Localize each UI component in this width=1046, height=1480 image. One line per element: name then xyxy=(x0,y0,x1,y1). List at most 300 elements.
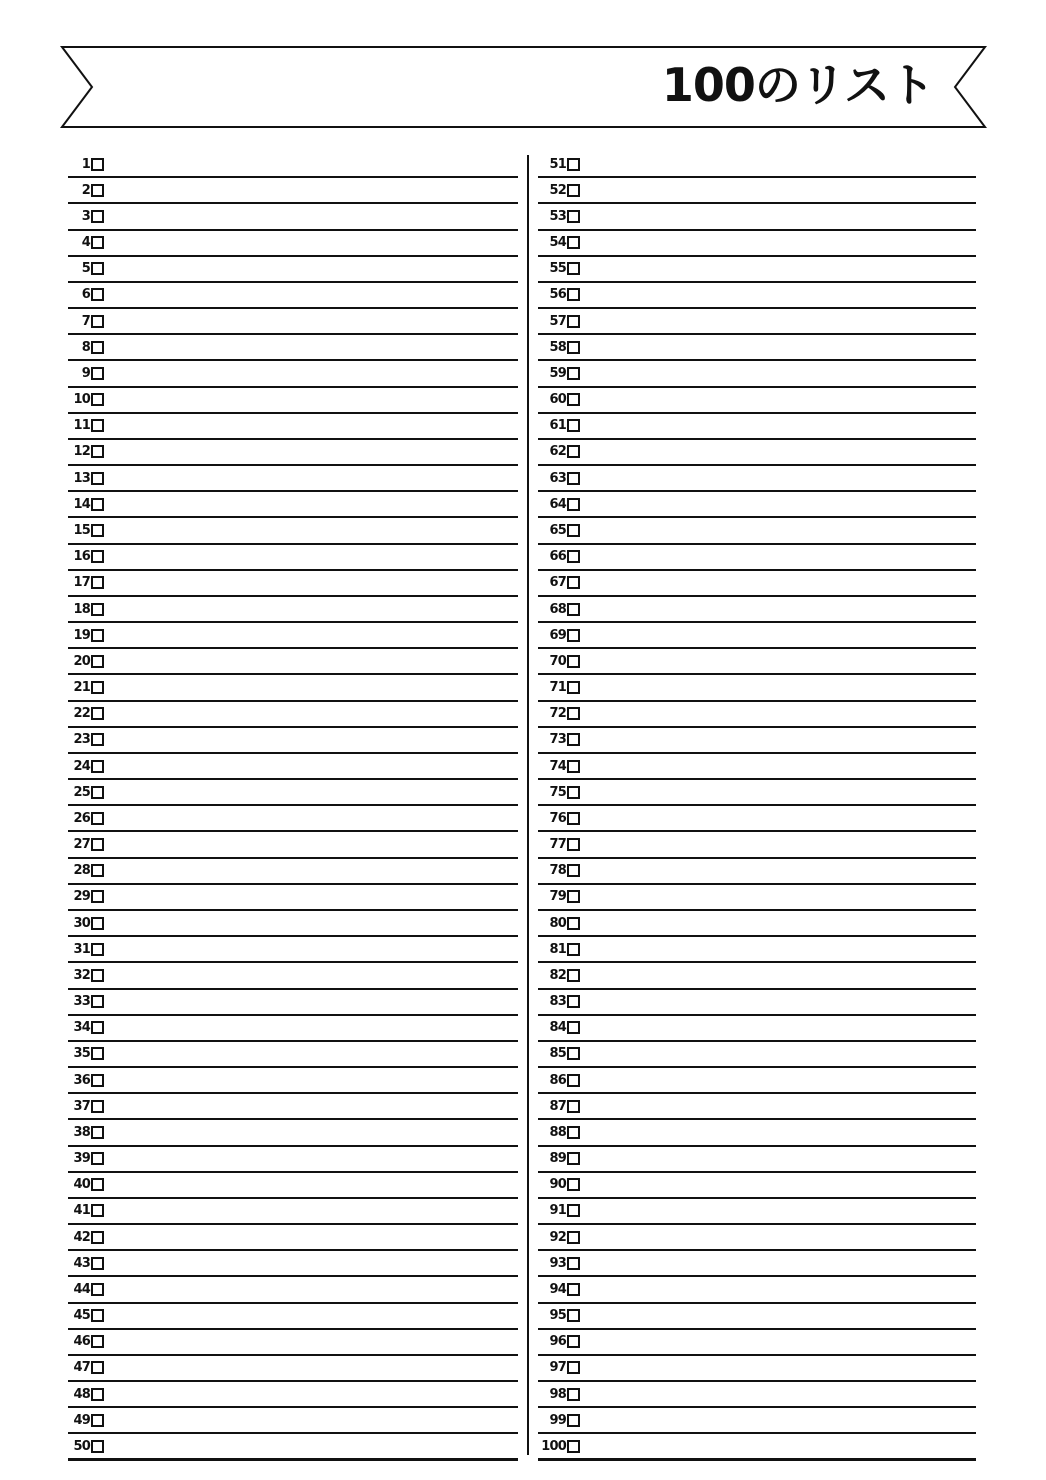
item-checkbox[interactable] xyxy=(567,1021,580,1034)
list-item xyxy=(68,702,518,728)
item-checkbox[interactable] xyxy=(567,1204,580,1217)
item-number: 99 xyxy=(549,1412,566,1428)
item-number: 47 xyxy=(73,1360,90,1376)
item-number: 87 xyxy=(549,1098,566,1114)
list-item xyxy=(68,152,518,178)
item-checkbox[interactable] xyxy=(567,236,580,249)
item-number: 24 xyxy=(73,758,90,774)
item-number: 54 xyxy=(549,235,566,251)
item-checkbox[interactable] xyxy=(567,917,580,930)
item-checkbox[interactable] xyxy=(91,472,104,485)
item-checkbox[interactable] xyxy=(91,1204,104,1217)
list-item xyxy=(68,257,518,283)
item-number: 50 xyxy=(73,1438,90,1454)
item-number: 59 xyxy=(549,365,566,381)
list-item xyxy=(538,309,976,335)
item-checkbox[interactable] xyxy=(567,1178,580,1191)
item-number: 6 xyxy=(81,287,90,303)
list-item xyxy=(538,990,976,1016)
list-item xyxy=(538,728,976,754)
item-checkbox[interactable] xyxy=(91,550,104,563)
item-number: 78 xyxy=(549,863,566,879)
item-number: 36 xyxy=(73,1072,90,1088)
list-item xyxy=(68,963,518,989)
item-number: 23 xyxy=(73,732,90,748)
item-number: 31 xyxy=(73,941,90,957)
item-checkbox[interactable] xyxy=(91,681,104,694)
list-item xyxy=(68,1173,518,1199)
item-number: 42 xyxy=(73,1229,90,1245)
item-number: 28 xyxy=(73,863,90,879)
item-number: 8 xyxy=(81,339,90,355)
item-checkbox[interactable] xyxy=(91,367,104,380)
item-number: 100 xyxy=(541,1438,566,1454)
item-checkbox[interactable] xyxy=(91,707,104,720)
item-checkbox[interactable] xyxy=(567,1414,580,1427)
item-checkbox[interactable] xyxy=(91,655,104,668)
item-number: 40 xyxy=(73,1177,90,1193)
right-list xyxy=(538,152,976,1461)
list-item xyxy=(68,1016,518,1042)
list-item xyxy=(68,1277,518,1303)
item-number: 18 xyxy=(73,601,90,617)
item-checkbox[interactable] xyxy=(91,1283,104,1296)
item-number: 44 xyxy=(73,1281,90,1297)
list-item xyxy=(538,597,976,623)
item-checkbox[interactable] xyxy=(91,288,104,301)
item-checkbox[interactable] xyxy=(567,1152,580,1165)
item-number: 89 xyxy=(549,1151,566,1167)
list-item xyxy=(538,283,976,309)
list-item xyxy=(68,1251,518,1277)
item-number: 68 xyxy=(549,601,566,617)
item-number: 21 xyxy=(73,680,90,696)
list-item xyxy=(538,1251,976,1277)
item-number: 97 xyxy=(549,1360,566,1376)
item-number: 11 xyxy=(73,418,90,434)
item-checkbox[interactable] xyxy=(567,838,580,851)
item-number: 7 xyxy=(81,313,90,329)
item-number: 51 xyxy=(549,156,566,172)
list-item xyxy=(538,1120,976,1146)
item-number: 10 xyxy=(73,392,90,408)
list-item xyxy=(538,1199,976,1225)
list-item xyxy=(538,518,976,544)
item-number: 95 xyxy=(549,1308,566,1324)
item-number: 67 xyxy=(549,575,566,591)
item-checkbox[interactable] xyxy=(567,315,580,328)
list-item xyxy=(68,571,518,597)
item-checkbox[interactable] xyxy=(91,210,104,223)
list-item xyxy=(538,1304,976,1330)
list-item xyxy=(68,728,518,754)
list-item xyxy=(68,492,518,518)
item-checkbox[interactable] xyxy=(91,498,104,511)
item-checkbox[interactable] xyxy=(567,1126,580,1139)
item-checkbox[interactable] xyxy=(91,864,104,877)
item-checkbox[interactable] xyxy=(91,445,104,458)
item-number: 16 xyxy=(73,549,90,565)
item-number: 96 xyxy=(549,1334,566,1350)
list-item xyxy=(68,545,518,571)
item-checkbox[interactable] xyxy=(567,367,580,380)
item-number: 90 xyxy=(549,1177,566,1193)
item-number: 56 xyxy=(549,287,566,303)
item-number: 49 xyxy=(73,1412,90,1428)
page-title: 100のリスト xyxy=(661,58,934,112)
item-checkbox[interactable] xyxy=(91,1021,104,1034)
item-checkbox[interactable] xyxy=(567,890,580,903)
item-checkbox[interactable] xyxy=(567,655,580,668)
item-checkbox[interactable] xyxy=(567,576,580,589)
item-checkbox[interactable] xyxy=(567,1309,580,1322)
list-item xyxy=(68,518,518,544)
list-item xyxy=(538,702,976,728)
list-item xyxy=(68,1120,518,1146)
item-number: 64 xyxy=(549,496,566,512)
list-item xyxy=(538,1408,976,1434)
list-item xyxy=(538,1094,976,1120)
list-item xyxy=(68,806,518,832)
item-number: 94 xyxy=(549,1281,566,1297)
item-number: 2 xyxy=(81,182,90,198)
item-number: 72 xyxy=(549,706,566,722)
item-number: 60 xyxy=(549,392,566,408)
item-checkbox[interactable] xyxy=(567,184,580,197)
item-checkbox[interactable] xyxy=(567,1335,580,1348)
list-item xyxy=(538,1277,976,1303)
item-checkbox[interactable] xyxy=(91,1440,104,1453)
item-number: 57 xyxy=(549,313,566,329)
item-checkbox[interactable] xyxy=(91,419,104,432)
item-checkbox[interactable] xyxy=(567,158,580,171)
list-item xyxy=(68,204,518,230)
item-checkbox[interactable] xyxy=(91,1047,104,1060)
item-checkbox[interactable] xyxy=(91,603,104,616)
column-divider xyxy=(527,155,529,1455)
item-checkbox[interactable] xyxy=(567,733,580,746)
list-item xyxy=(538,754,976,780)
item-checkbox[interactable] xyxy=(567,1231,580,1244)
item-checkbox[interactable] xyxy=(91,890,104,903)
item-number: 77 xyxy=(549,837,566,853)
item-number: 65 xyxy=(549,522,566,538)
item-checkbox[interactable] xyxy=(567,210,580,223)
list-item xyxy=(68,1408,518,1434)
item-number: 79 xyxy=(549,889,566,905)
item-number: 85 xyxy=(549,1046,566,1062)
list-item xyxy=(538,152,976,178)
list-item xyxy=(68,885,518,911)
item-checkbox[interactable] xyxy=(567,341,580,354)
list-item xyxy=(538,361,976,387)
list-item xyxy=(68,1225,518,1251)
item-checkbox[interactable] xyxy=(567,864,580,877)
item-number: 19 xyxy=(73,627,90,643)
item-number: 58 xyxy=(549,339,566,355)
item-number: 39 xyxy=(73,1151,90,1167)
item-checkbox[interactable] xyxy=(91,158,104,171)
list-item xyxy=(538,1173,976,1199)
list-item xyxy=(68,937,518,963)
item-checkbox[interactable] xyxy=(91,262,104,275)
list-item xyxy=(538,466,976,492)
list-item xyxy=(68,623,518,649)
item-number: 70 xyxy=(549,653,566,669)
item-checkbox[interactable] xyxy=(91,393,104,406)
list-item xyxy=(68,440,518,466)
item-number: 83 xyxy=(549,994,566,1010)
item-number: 34 xyxy=(73,1020,90,1036)
item-checkbox[interactable] xyxy=(91,995,104,1008)
item-checkbox[interactable] xyxy=(91,917,104,930)
list-item xyxy=(68,780,518,806)
item-number: 20 xyxy=(73,653,90,669)
list-item xyxy=(68,990,518,1016)
list-item xyxy=(538,832,976,858)
item-number: 43 xyxy=(73,1255,90,1271)
list-item xyxy=(538,911,976,937)
item-checkbox[interactable] xyxy=(91,1257,104,1270)
item-number: 30 xyxy=(73,915,90,931)
item-number: 52 xyxy=(549,182,566,198)
list-item xyxy=(68,1356,518,1382)
list-item xyxy=(538,1068,976,1094)
item-number: 81 xyxy=(549,941,566,957)
item-number: 27 xyxy=(73,837,90,853)
item-number: 76 xyxy=(549,810,566,826)
item-number: 15 xyxy=(73,522,90,538)
item-checkbox[interactable] xyxy=(567,969,580,982)
item-number: 61 xyxy=(549,418,566,434)
item-checkbox[interactable] xyxy=(91,341,104,354)
item-checkbox[interactable] xyxy=(91,812,104,825)
title-banner xyxy=(0,0,1046,140)
item-number: 32 xyxy=(73,967,90,983)
item-checkbox[interactable] xyxy=(567,760,580,773)
item-number: 82 xyxy=(549,967,566,983)
item-checkbox[interactable] xyxy=(567,629,580,642)
list-item xyxy=(68,1094,518,1120)
item-number: 66 xyxy=(549,549,566,565)
list-item xyxy=(68,414,518,440)
item-checkbox[interactable] xyxy=(91,576,104,589)
item-checkbox[interactable] xyxy=(567,786,580,799)
list-item xyxy=(538,937,976,963)
list-item xyxy=(538,571,976,597)
item-number: 46 xyxy=(73,1334,90,1350)
item-number: 75 xyxy=(549,784,566,800)
list-item xyxy=(68,1199,518,1225)
list-item xyxy=(68,1042,518,1068)
item-checkbox[interactable] xyxy=(91,1309,104,1322)
item-number: 4 xyxy=(81,235,90,251)
list-item xyxy=(538,885,976,911)
list-item xyxy=(538,1042,976,1068)
item-number: 69 xyxy=(549,627,566,643)
list-item xyxy=(538,1382,976,1408)
item-number: 45 xyxy=(73,1308,90,1324)
list-item xyxy=(538,204,976,230)
item-number: 93 xyxy=(549,1255,566,1271)
item-checkbox[interactable] xyxy=(91,236,104,249)
list-item xyxy=(68,361,518,387)
item-checkbox[interactable] xyxy=(91,1100,104,1113)
item-number: 33 xyxy=(73,994,90,1010)
item-checkbox[interactable] xyxy=(567,995,580,1008)
list-item xyxy=(68,309,518,335)
item-number: 71 xyxy=(549,680,566,696)
item-checkbox[interactable] xyxy=(91,1178,104,1191)
item-number: 55 xyxy=(549,261,566,277)
item-number: 5 xyxy=(81,261,90,277)
item-checkbox[interactable] xyxy=(91,1414,104,1427)
list-item xyxy=(68,466,518,492)
list-item xyxy=(538,1356,976,1382)
item-checkbox[interactable] xyxy=(91,524,104,537)
item-checkbox[interactable] xyxy=(567,1283,580,1296)
item-checkbox[interactable] xyxy=(91,733,104,746)
list-item xyxy=(68,1304,518,1330)
item-number: 80 xyxy=(549,915,566,931)
item-checkbox[interactable] xyxy=(91,943,104,956)
item-number: 74 xyxy=(549,758,566,774)
list-item xyxy=(538,859,976,885)
list-item xyxy=(68,1147,518,1173)
item-checkbox[interactable] xyxy=(91,184,104,197)
list-item xyxy=(538,231,976,257)
item-checkbox[interactable] xyxy=(567,1440,580,1453)
item-number: 9 xyxy=(81,365,90,381)
list-item xyxy=(68,597,518,623)
item-number: 13 xyxy=(73,470,90,486)
item-number: 73 xyxy=(549,732,566,748)
list-item xyxy=(68,283,518,309)
item-number: 63 xyxy=(549,470,566,486)
item-number: 1 xyxy=(81,156,90,172)
item-number: 88 xyxy=(549,1124,566,1140)
list-item xyxy=(538,806,976,832)
list-item xyxy=(68,911,518,937)
list-item xyxy=(68,754,518,780)
item-number: 48 xyxy=(73,1386,90,1402)
list-item xyxy=(538,649,976,675)
item-checkbox[interactable] xyxy=(91,1152,104,1165)
item-checkbox[interactable] xyxy=(91,760,104,773)
item-checkbox[interactable] xyxy=(567,262,580,275)
item-checkbox[interactable] xyxy=(567,288,580,301)
item-number: 53 xyxy=(549,208,566,224)
list-item xyxy=(538,414,976,440)
item-number: 41 xyxy=(73,1203,90,1219)
item-checkbox[interactable] xyxy=(567,472,580,485)
list-item xyxy=(68,832,518,858)
item-checkbox[interactable] xyxy=(91,969,104,982)
item-checkbox[interactable] xyxy=(567,603,580,616)
item-number: 62 xyxy=(549,444,566,460)
item-checkbox[interactable] xyxy=(91,1388,104,1401)
item-number: 25 xyxy=(73,784,90,800)
item-number: 91 xyxy=(549,1203,566,1219)
item-checkbox[interactable] xyxy=(567,524,580,537)
list-item xyxy=(538,440,976,466)
item-checkbox[interactable] xyxy=(567,943,580,956)
item-checkbox[interactable] xyxy=(567,1361,580,1374)
list-item xyxy=(68,1330,518,1356)
list-item xyxy=(538,257,976,283)
list-item xyxy=(538,178,976,204)
list-item xyxy=(538,1225,976,1251)
list-item xyxy=(68,388,518,414)
item-checkbox[interactable] xyxy=(567,498,580,511)
list-item xyxy=(538,545,976,571)
item-checkbox[interactable] xyxy=(567,1388,580,1401)
item-checkbox[interactable] xyxy=(91,1231,104,1244)
left-list xyxy=(68,152,518,1461)
item-checkbox[interactable] xyxy=(567,812,580,825)
item-checkbox[interactable] xyxy=(567,445,580,458)
list-item xyxy=(68,231,518,257)
item-checkbox[interactable] xyxy=(567,550,580,563)
item-checkbox[interactable] xyxy=(567,1074,580,1087)
item-number: 29 xyxy=(73,889,90,905)
item-number: 3 xyxy=(81,208,90,224)
list-item xyxy=(68,1068,518,1094)
item-checkbox[interactable] xyxy=(567,1047,580,1060)
list-item xyxy=(538,388,976,414)
item-number: 26 xyxy=(73,810,90,826)
item-checkbox[interactable] xyxy=(567,1100,580,1113)
item-checkbox[interactable] xyxy=(91,315,104,328)
item-checkbox[interactable] xyxy=(91,1335,104,1348)
item-number: 92 xyxy=(549,1229,566,1245)
item-checkbox[interactable] xyxy=(91,838,104,851)
item-number: 22 xyxy=(73,706,90,722)
item-number: 37 xyxy=(73,1098,90,1114)
item-checkbox[interactable] xyxy=(91,1126,104,1139)
item-checkbox[interactable] xyxy=(91,786,104,799)
list-item xyxy=(68,335,518,361)
item-number: 17 xyxy=(73,575,90,591)
item-checkbox[interactable] xyxy=(91,1361,104,1374)
list-item xyxy=(538,1330,976,1356)
list-item xyxy=(538,963,976,989)
item-checkbox[interactable] xyxy=(91,629,104,642)
item-checkbox[interactable] xyxy=(91,1074,104,1087)
item-checkbox[interactable] xyxy=(567,419,580,432)
list-item xyxy=(538,1434,976,1460)
list-item xyxy=(68,1434,518,1460)
item-checkbox[interactable] xyxy=(567,707,580,720)
list-item xyxy=(68,859,518,885)
item-number: 35 xyxy=(73,1046,90,1062)
list-item xyxy=(538,780,976,806)
list-item xyxy=(538,492,976,518)
list-item xyxy=(68,1382,518,1408)
item-checkbox[interactable] xyxy=(567,1257,580,1270)
item-number: 98 xyxy=(549,1386,566,1402)
item-number: 86 xyxy=(549,1072,566,1088)
list-item xyxy=(538,1147,976,1173)
item-checkbox[interactable] xyxy=(567,393,580,406)
list-item xyxy=(68,178,518,204)
list-item xyxy=(538,335,976,361)
list-item xyxy=(538,623,976,649)
item-checkbox[interactable] xyxy=(567,681,580,694)
list-item xyxy=(538,675,976,701)
item-number: 38 xyxy=(73,1124,90,1140)
list-item xyxy=(68,649,518,675)
